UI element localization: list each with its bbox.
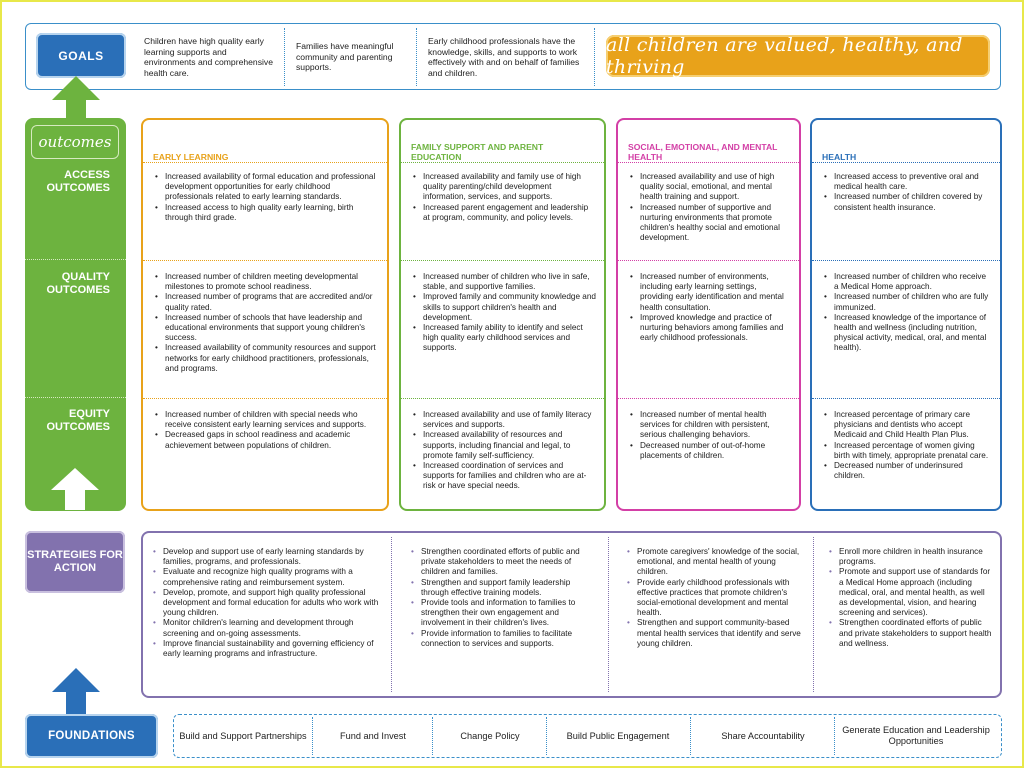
list-item: • Increased number of environments, including early learning settings, providing early identification and mental health consultation. bbox=[628, 272, 791, 313]
divider bbox=[812, 398, 1000, 399]
list-item: • Decreased number of out-of-home placements of children. bbox=[628, 441, 791, 461]
list-item: • Strengthen and support family leadership through effective training models. bbox=[409, 578, 599, 598]
row-divider bbox=[25, 259, 126, 260]
outcomes-panel bbox=[25, 118, 126, 511]
divider bbox=[143, 162, 387, 163]
list-item: • Improved knowledge and practice of nurturing behaviors among families and early childhood professionals. bbox=[628, 313, 791, 344]
access-outcomes-list bbox=[822, 172, 992, 213]
divider bbox=[608, 537, 609, 692]
divider bbox=[432, 717, 433, 755]
list-item: • Develop, promote, and support high quality professional development and formal education for adults who work with young children. bbox=[151, 588, 381, 619]
strategies-panel bbox=[141, 531, 1002, 698]
list-item: • Promote caregivers' knowledge of the social, emotional, and mental health of young children. bbox=[625, 547, 803, 578]
list-item: • Increased number of programs that are accredited and/or quality rated. bbox=[153, 292, 379, 312]
list-item: • Evaluate and recognize high quality programs with a comprehensive rating and reimbursement system. bbox=[151, 567, 381, 587]
row-divider bbox=[25, 397, 126, 398]
divider bbox=[618, 162, 799, 163]
list-item: • Decreased number of underinsured children. bbox=[822, 461, 992, 481]
strategies-list-health bbox=[827, 547, 995, 649]
list-item: • Promote and support use of standards for a Medical Home approach (including medical, oral, and mental health, as well as developmental, vision, and hearing screening and services). bbox=[827, 567, 995, 618]
list-item: • Increased number of children covered by consistent health insurance. bbox=[822, 192, 992, 212]
list-item: • Increased percentage of primary care physicians and dentists who accept Medicaid and Child Health Plan Plus. bbox=[822, 410, 992, 441]
list-item: • Increased number of children who receive a Medical Home approach. bbox=[822, 272, 992, 292]
list-item: • Enroll more children in health insurance programs. bbox=[827, 547, 995, 567]
quality-outcomes-list bbox=[411, 272, 596, 354]
divider bbox=[401, 162, 604, 163]
list-item: • Increased parent engagement and leadership at program, community, and policy levels. bbox=[411, 203, 596, 223]
divider bbox=[812, 260, 1000, 261]
divider bbox=[546, 717, 547, 755]
list-item: • Increased knowledge of the importance of health and wellness (including nutrition, physical activity, medical, oral, and mental health). bbox=[822, 313, 992, 354]
foundation-item: Share Accountability bbox=[721, 730, 805, 741]
quality-outcomes-list bbox=[628, 272, 791, 343]
list-item: • Increased availability of community resources and support networks for early childhood practitioners, professionals, and programs. bbox=[153, 343, 379, 374]
foundation-item: Build Public Engagement bbox=[566, 730, 670, 741]
list-item: • Provide information to families to facilitate connection to services and supports. bbox=[409, 629, 599, 649]
arrow-up-icon bbox=[49, 468, 101, 510]
row-label-equity: EQUITY OUTCOMES bbox=[46, 408, 110, 433]
list-item: • Provide tools and information to families to strengthen their own engagement and involvement in their children's lives. bbox=[409, 598, 599, 629]
divider bbox=[312, 717, 313, 755]
list-item: • Increased number of supportive and nurturing environments that promote children's healthy social and emotional development. bbox=[628, 203, 791, 244]
goal-divider bbox=[284, 28, 285, 86]
column-title: EARLY LEARNING bbox=[153, 152, 229, 162]
list-item: • Increased availability and use of family literacy services and supports. bbox=[411, 410, 596, 430]
foundation-item: Fund and Invest bbox=[340, 730, 406, 741]
list-item: • Increased number of children who live in safe, stable, and supportive families. bbox=[411, 272, 596, 292]
access-outcomes-list bbox=[628, 172, 791, 243]
list-item: • Increased coordination of services and supports for families and children who are at-risk or have special needs. bbox=[411, 461, 596, 492]
list-item: • Increased access to preventive oral and medical health care. bbox=[822, 172, 992, 192]
list-item: • Strengthen coordinated efforts of public and private stakeholders to support health and wellness. bbox=[827, 618, 995, 649]
divider bbox=[690, 717, 691, 755]
divider bbox=[812, 162, 1000, 163]
goal-item-professionals: Early childhood professionals have the knowledge, skills, and supports to work effectively with and on behalf of families and children. bbox=[428, 36, 580, 78]
row-label-access: ACCESS OUTCOMES bbox=[46, 169, 110, 194]
foundation-item: Build and Support Partnerships bbox=[179, 730, 307, 741]
arrow-up-icon bbox=[50, 76, 102, 120]
outcomes-label: outcomes bbox=[31, 125, 119, 159]
column-title: FAMILY SUPPORT AND PARENT EDUCATION bbox=[411, 142, 544, 162]
column-health bbox=[810, 118, 1002, 511]
quality-outcomes-list bbox=[153, 272, 379, 374]
vision-banner: all children are valued, healthy, and thriving bbox=[606, 35, 990, 77]
column-family-support bbox=[399, 118, 606, 511]
strategies-list-early-learning bbox=[151, 547, 381, 659]
strategies-label: STRATEGIES FOR ACTION bbox=[25, 531, 125, 593]
access-outcomes-list bbox=[411, 172, 596, 223]
list-item: • Develop and support use of early learning standards by families, programs, and professionals. bbox=[151, 547, 381, 567]
divider bbox=[813, 537, 814, 692]
equity-outcomes-list bbox=[411, 410, 596, 492]
column-social-emotional bbox=[616, 118, 801, 511]
list-item: • Increased number of schools that have leadership and educational environments that support young children's success. bbox=[153, 313, 379, 344]
list-item: • Increased availability of resources and supports, including financial and legal, to promote family self-sufficiency. bbox=[411, 430, 596, 461]
quality-outcomes-list bbox=[822, 272, 992, 354]
goal-divider bbox=[594, 28, 595, 86]
list-item: • Increased number of mental health services for children with persistent, serious challenging behaviors. bbox=[628, 410, 791, 441]
arrow-up-icon bbox=[50, 668, 102, 716]
list-item: • Strengthen and support community-based mental health services that identify and serve young children. bbox=[625, 618, 803, 649]
divider bbox=[401, 260, 604, 261]
equity-outcomes-list bbox=[628, 410, 791, 461]
list-item: • Improve financial sustainability and governing efficiency of early learning programs and infrastructure. bbox=[151, 639, 381, 659]
goal-divider bbox=[416, 28, 417, 86]
column-title: HEALTH bbox=[822, 152, 857, 162]
row-label-quality: QUALITY OUTCOMES bbox=[46, 271, 110, 296]
divider bbox=[618, 260, 799, 261]
column-early-learning bbox=[141, 118, 389, 511]
list-item: • Decreased gaps in school readiness and academic achievement between populations of children. bbox=[153, 430, 379, 450]
list-item: • Increased number of children who are fully immunized. bbox=[822, 292, 992, 312]
list-item: • Increased family ability to identify and select high quality early childhood services and supports. bbox=[411, 323, 596, 354]
list-item: • Strengthen coordinated efforts of public and private stakeholders to meet the needs of children and families. bbox=[409, 547, 599, 578]
divider bbox=[834, 717, 835, 755]
divider bbox=[391, 537, 392, 692]
column-title: SOCIAL, EMOTIONAL, AND MENTAL HEALTH bbox=[628, 142, 778, 162]
equity-outcomes-list bbox=[822, 410, 992, 481]
goals-row bbox=[25, 23, 1001, 90]
strategies-list-family-support bbox=[409, 547, 599, 649]
list-item: • Monitor children's learning and development through screening and on-going assessments. bbox=[151, 618, 381, 638]
list-item: • Increased number of children with special needs who receive consistent early learning services and supports. bbox=[153, 410, 379, 430]
goal-item-families: Families have meaningful community and parenting supports. bbox=[296, 41, 394, 73]
list-item: • Provide early childhood professionals with effective practices that promote children's social-emotional development and mental health. bbox=[625, 578, 803, 619]
list-item: • Increased availability of formal education and professional development opportunities for early childhood professionals related to early learning standards. bbox=[153, 172, 379, 203]
list-item: • Increased availability and family use of high quality parenting/child development information, services, and supports. bbox=[411, 172, 596, 203]
goals-label: GOALS bbox=[36, 33, 126, 78]
divider bbox=[143, 260, 387, 261]
equity-outcomes-list bbox=[153, 410, 379, 451]
foundation-item: Generate Education and Leadership Opportunities bbox=[842, 725, 990, 746]
goal-item-children: Children have high quality early learning supports and environments and comprehensive health care. bbox=[144, 36, 273, 78]
foundation-item: Change Policy bbox=[460, 730, 520, 741]
divider bbox=[618, 398, 799, 399]
list-item: • Increased percentage of women giving birth with timely, appropriate prenatal care. bbox=[822, 441, 992, 461]
strategies-list-social-emotional bbox=[625, 547, 803, 649]
foundations-label: FOUNDATIONS bbox=[25, 714, 158, 758]
divider bbox=[401, 398, 604, 399]
divider bbox=[143, 398, 387, 399]
list-item: • Increased access to high quality early learning, birth through third grade. bbox=[153, 203, 379, 223]
list-item: • Increased availability and use of high quality social, emotional, and mental health training and support. bbox=[628, 172, 791, 203]
access-outcomes-list bbox=[153, 172, 379, 223]
list-item: • Increased number of children meeting developmental milestones to promote school readiness. bbox=[153, 272, 379, 292]
foundations-panel bbox=[173, 714, 1002, 758]
list-item: • Improved family and community knowledge and skills to support children's health and development. bbox=[411, 292, 596, 323]
